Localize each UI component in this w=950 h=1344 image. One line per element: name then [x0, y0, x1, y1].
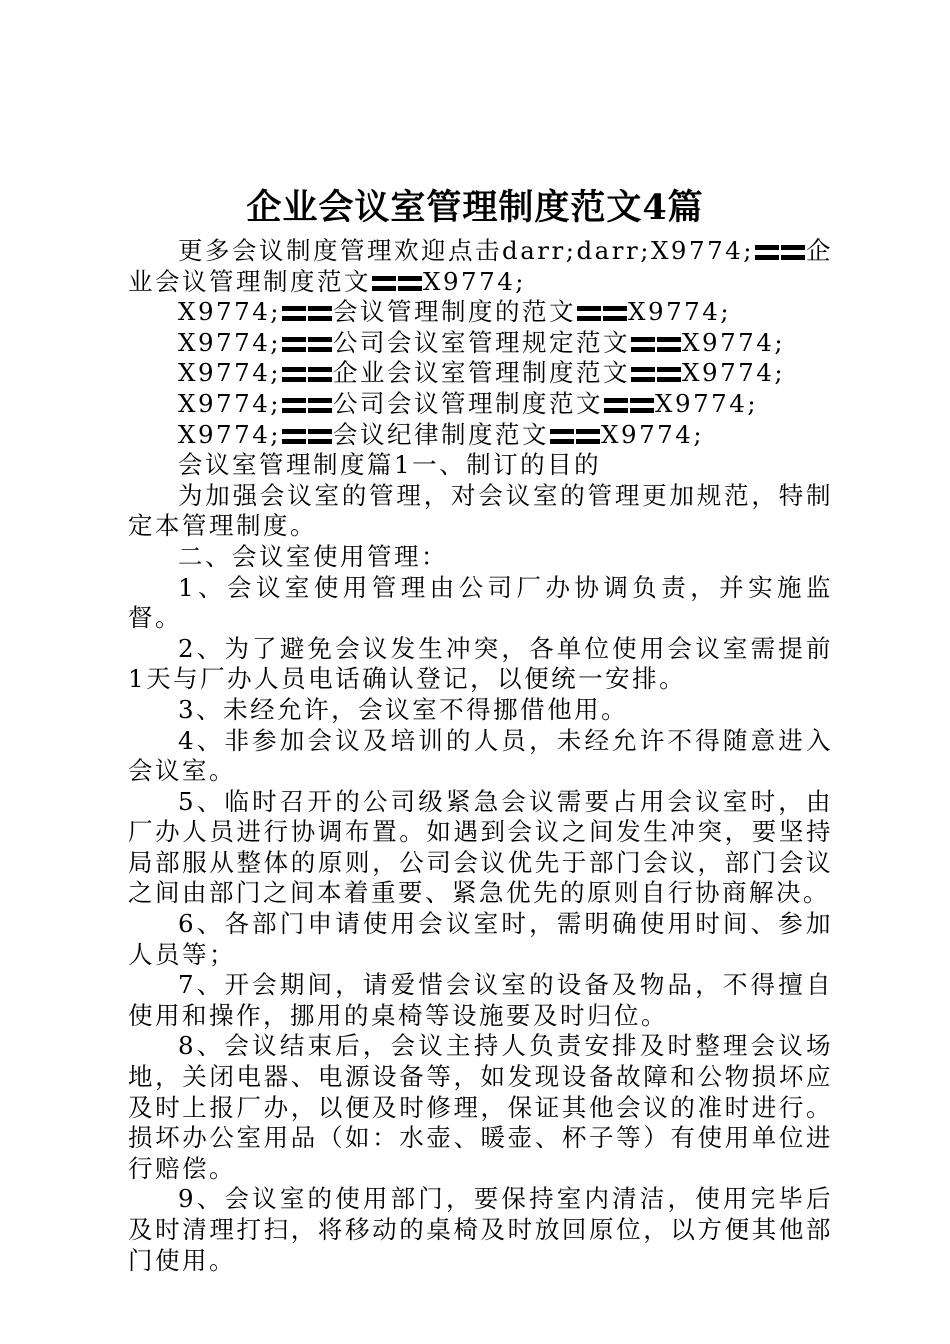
intro-paragraph — [128, 236, 833, 297]
link-line — [128, 389, 833, 420]
body-paragraph: 2、为了避免会议发生冲突，各单位使用会议室需提前1天与厂办人员电话确认登记，以便统一安排。 — [128, 633, 833, 694]
double-bar-glyph-icon — [657, 367, 681, 382]
body-paragraph: 7、开会期间，请爱惜会议室的设备及物品，不得擅自使用和操作，挪用的桌椅等设施要及时归位。 — [128, 970, 833, 1030]
link-suffix: X9774; — [655, 388, 759, 418]
double-bar-glyph-icon — [282, 337, 306, 352]
double-bar-glyph-icon — [282, 429, 306, 444]
link-label[interactable]: 公司会议室管理规定范文 — [333, 327, 631, 357]
body-paragraph: 1、会议室使用管理由公司厂办协调负责，并实施监督。 — [128, 572, 833, 633]
link-suffix: X9774; — [682, 327, 786, 357]
double-bar-glyph-icon — [308, 429, 332, 444]
double-bar-glyph-icon — [631, 337, 655, 352]
double-bar-glyph-icon — [308, 398, 332, 413]
link-suffix: X9774; — [601, 419, 705, 449]
document-body — [128, 236, 833, 1276]
double-bar-glyph-icon — [631, 367, 655, 382]
intro-link-text[interactable]: 企业会议管理制度范文 — [128, 236, 834, 296]
double-bar-glyph-icon — [372, 276, 396, 291]
body-paragraph: 3、未经允许，会议室不得挪借他用。 — [178, 694, 629, 724]
link-line — [128, 297, 833, 328]
body-paragraph: 9、会议室的使用部门，要保持室内清洁，使用完毕后及时清理打扫，将移动的桌椅及时放回原位，以方便其他部门使用。 — [128, 1184, 833, 1275]
double-bar-glyph-icon — [308, 306, 332, 321]
link-line — [128, 420, 833, 451]
link-line — [128, 358, 833, 389]
intro-text: 更多会议制度管理欢迎点击darr;darr;X9774; — [178, 236, 754, 265]
double-bar-glyph-icon — [755, 245, 779, 260]
double-bar-glyph-icon — [282, 367, 306, 382]
link-label[interactable]: 企业会议室管理制度范文 — [333, 358, 631, 388]
link-prefix: X9774; — [178, 327, 282, 357]
link-line — [128, 328, 833, 359]
body-paragraph: 5、临时召开的公司级紧急会议需要占用会议室时，由厂办人员进行协调布置。如遇到会议之间发生冲突，要坚持局部服从整体的原则，公司会议优先于部门会议，部门会议之间由部门之间本着重要、紧急优先的原则自行协商解决。 — [128, 786, 833, 908]
double-bar-glyph-icon — [604, 398, 628, 413]
double-bar-glyph-icon — [576, 429, 600, 444]
link-prefix: X9774; — [178, 419, 282, 449]
link-label[interactable]: 会议管理制度的范文 — [333, 297, 577, 327]
intro-suffix: X9774; — [423, 266, 527, 296]
double-bar-glyph-icon — [398, 276, 422, 291]
double-bar-glyph-icon — [657, 337, 681, 352]
body-paragraph: 为加强会议室的管理，对会议室的管理更加规范，特制定本管理制度。 — [128, 480, 833, 541]
page-title: 企业会议室管理制度范文4篇 — [246, 187, 704, 228]
link-prefix: X9774; — [178, 388, 282, 418]
body-paragraph: 6、各部门申请使用会议室时，需明确使用时间、参加人员等； — [128, 909, 833, 969]
link-label[interactable]: 公司会议管理制度范文 — [333, 388, 604, 418]
double-bar-glyph-icon — [282, 398, 306, 413]
double-bar-glyph-icon — [577, 306, 601, 321]
double-bar-glyph-icon — [550, 429, 574, 444]
link-prefix: X9774; — [178, 297, 282, 327]
double-bar-glyph-icon — [308, 337, 332, 352]
section-heading: 会议室管理制度篇1一、制订的目的 — [178, 450, 602, 480]
link-suffix: X9774; — [628, 297, 732, 327]
link-prefix: X9774; — [178, 358, 282, 388]
link-label[interactable]: 会议纪律制度范文 — [333, 419, 550, 449]
double-bar-glyph-icon — [282, 306, 306, 321]
body-paragraph: 4、非参加会议及培训的人员，未经允许不得随意进入会议室。 — [128, 725, 833, 786]
link-suffix: X9774; — [682, 358, 786, 388]
section-heading: 二、会议室使用管理： — [178, 541, 448, 571]
double-bar-glyph-icon — [781, 245, 805, 260]
double-bar-glyph-icon — [603, 306, 627, 321]
double-bar-glyph-icon — [308, 367, 332, 382]
body-paragraph: 8、会议结束后，会议主持人负责安排及时整理会议场地，关闭电器、电源设备等，如发现设备故障和公物损坏应及时上报厂办，以便及时修理，保证其他会议的准时进行。损坏办公室用品（如：水壶、暖壶、杯子等）有使用单位进行赔偿。 — [128, 1031, 833, 1183]
double-bar-glyph-icon — [630, 398, 654, 413]
